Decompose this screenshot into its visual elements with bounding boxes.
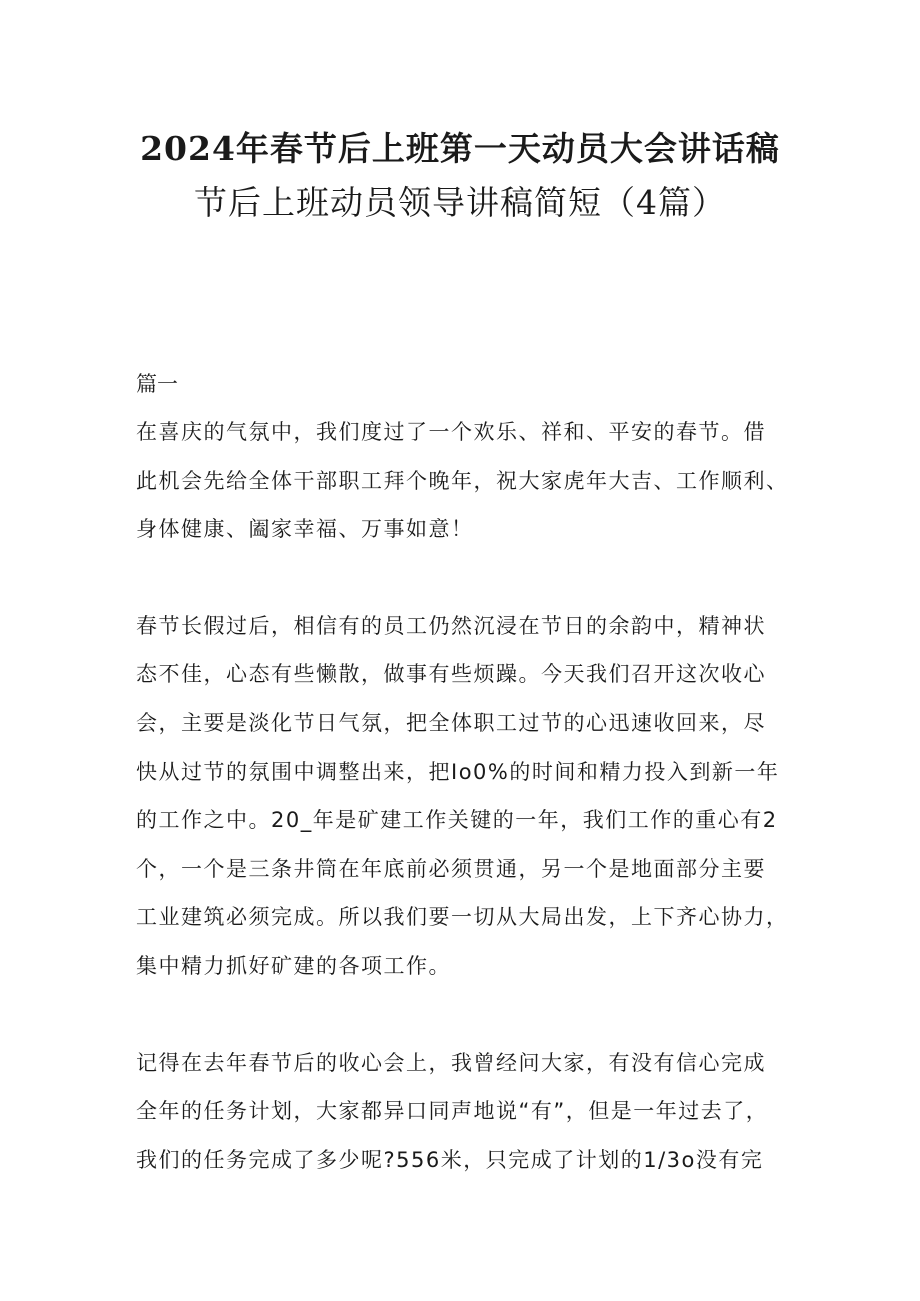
paragraph-line: 春节长假过后，相信有的员工仍然沉浸在节日的余韵中，精神状 — [136, 613, 766, 638]
paragraph-line: 个，一个是三条井筒在年底前必须贯通，另一个是地面部分主要 — [136, 856, 766, 881]
paragraph-line: 快从过节的氛围中调整出来，把Io0%的时间和精力投入到新一年 — [136, 759, 780, 784]
paragraph-line: 此机会先给全体干部职工拜个晚年，祝大家虎年大吉、工作顺利、 — [136, 468, 789, 493]
paragraph-line: 集中精力抓好矿建的各项工作。 — [136, 953, 451, 978]
document-title — [0, 122, 920, 230]
section-label: 篇一 — [136, 372, 178, 396]
paragraph-line: 记得在去年春节后的收心会上，我曾经问大家，有没有信心完成 — [136, 1050, 766, 1075]
paragraph-line: 工业建筑必须完成。所以我们要一切从大局出发，上下齐心协力， — [136, 905, 789, 930]
paragraph-line: 的工作之中。20_年是矿建工作关键的一年，我们工作的重心有2 — [136, 808, 778, 833]
paragraph-line: 身体健康、阖家幸福、万事如意！ — [136, 517, 474, 542]
paragraph-line: 在喜庆的气氛中，我们度过了一个欢乐、祥和、平安的春节。借 — [136, 420, 766, 444]
paragraph-3 — [136, 1039, 808, 1185]
paragraph-line: 我们的任务完成了多少呢?556米，只完成了计划的1/3o没有完 — [136, 1147, 764, 1172]
paragraph-line: 态不佳，心态有些懒散，做事有些烦躁。今天我们召开这次收心 — [136, 662, 766, 687]
title-line-main: 2024年春节后上班第一天动员大会讲话稿 — [140, 129, 780, 168]
paragraph-2 — [136, 602, 808, 991]
paragraph-1 — [136, 408, 808, 554]
title-line-subtitle: 节后上班动员领导讲稿简短（4篇） — [194, 183, 726, 222]
paragraph-line: 全年的任务计划，大家都异口同声地说“有”，但是一年过去了， — [136, 1099, 769, 1124]
paragraph-line: 会，主要是淡化节日气氛，把全体职工过节的心迅速收回来，尽 — [136, 710, 766, 735]
document-body — [136, 360, 808, 1232]
